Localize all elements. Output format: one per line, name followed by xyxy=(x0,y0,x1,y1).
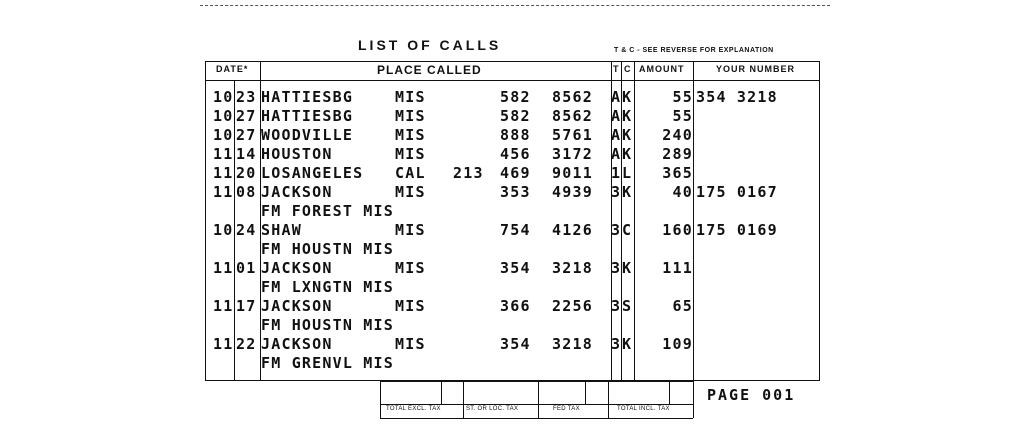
call-c: S xyxy=(622,297,633,315)
call-dy: 22 xyxy=(236,335,257,353)
call-from: FM FOREST MIS xyxy=(261,202,394,220)
call-your: 175 0167 xyxy=(696,183,778,201)
header-amount: AMOUNT xyxy=(639,64,685,74)
call-mo: 10 xyxy=(213,221,234,239)
call-mo: 11 xyxy=(213,297,234,315)
call-mo: 10 xyxy=(213,126,234,144)
call-exch: 456 xyxy=(500,145,531,163)
call-city: SHAW xyxy=(261,221,302,239)
footer-fed-tax: FED TAX xyxy=(553,406,580,412)
call-amt: 111 xyxy=(662,259,693,277)
call-mo: 10 xyxy=(213,88,234,106)
call-t: 3 xyxy=(611,259,622,277)
call-exch: 469 xyxy=(500,164,531,182)
call-t: A xyxy=(611,126,622,144)
call-st: MIS xyxy=(395,107,426,125)
call-amt: 365 xyxy=(662,164,693,182)
call-mo: 11 xyxy=(213,183,234,201)
call-amt: 40 xyxy=(672,183,693,201)
col-line-date-month xyxy=(234,80,235,381)
call-c: K xyxy=(622,335,633,353)
call-num: 8562 xyxy=(552,88,593,106)
call-city: JACKSON xyxy=(261,259,333,277)
call-your: 354 3218 xyxy=(696,88,778,106)
call-num: 4126 xyxy=(552,221,593,239)
call-from: FM HOUSTN MIS xyxy=(261,316,394,334)
page-number: PAGE 001 xyxy=(707,386,796,404)
call-amt: 109 xyxy=(662,335,693,353)
call-c: K xyxy=(622,259,633,277)
call-st: MIS xyxy=(395,335,426,353)
footer-total-excl-tax: TOTAL EXCL. TAX xyxy=(386,406,441,412)
call-from: FM HOUSTN MIS xyxy=(261,240,394,258)
call-t: 3 xyxy=(611,183,622,201)
call-dy: 14 xyxy=(236,145,257,163)
call-exch: 888 xyxy=(500,126,531,144)
call-t: 3 xyxy=(611,297,622,315)
call-city: JACKSON xyxy=(261,335,333,353)
call-dy: 24 xyxy=(236,221,257,239)
call-st: MIS xyxy=(395,88,426,106)
footer-total-incl-tax: TOTAL INCL. TAX xyxy=(617,406,670,412)
call-st: MIS xyxy=(395,145,426,163)
call-amt: 160 xyxy=(662,221,693,239)
call-num: 3218 xyxy=(552,259,593,277)
call-t: 1 xyxy=(611,164,622,182)
call-exch: 354 xyxy=(500,335,531,353)
call-num: 4939 xyxy=(552,183,593,201)
call-amt: 65 xyxy=(672,297,693,315)
tc-note: T & C - SEE REVERSE FOR EXPLANATION xyxy=(614,47,774,54)
header-c: C xyxy=(624,64,632,74)
call-exch: 582 xyxy=(500,107,531,125)
call-num: 3172 xyxy=(552,145,593,163)
call-num: 2256 xyxy=(552,297,593,315)
call-city: HATTIESBG xyxy=(261,107,354,125)
footer-line-8 xyxy=(693,381,694,418)
header-divider xyxy=(205,80,820,81)
call-c: L xyxy=(622,164,633,182)
call-st: MIS xyxy=(395,297,426,315)
call-c: K xyxy=(622,126,633,144)
call-amt: 240 xyxy=(662,126,693,144)
call-exch: 353 xyxy=(500,183,531,201)
call-st: MIS xyxy=(395,259,426,277)
call-mo: 11 xyxy=(213,335,234,353)
call-st: MIS xyxy=(395,183,426,201)
footer-line-6 xyxy=(608,381,609,418)
header-place-called: PLACE CALLED xyxy=(377,63,482,77)
call-mo: 10 xyxy=(213,107,234,125)
call-city: WOODVILLE xyxy=(261,126,354,144)
call-area: 213 xyxy=(453,164,484,182)
call-dy: 01 xyxy=(236,259,257,277)
header-t: T xyxy=(613,64,620,74)
footer-line-2 xyxy=(441,381,442,404)
call-num: 8562 xyxy=(552,107,593,125)
footer-box-outline xyxy=(380,381,693,382)
call-mo: 11 xyxy=(213,164,234,182)
footer-line-1 xyxy=(380,381,381,418)
call-city: JACKSON xyxy=(261,297,333,315)
call-from: FM LXNGTN MIS xyxy=(261,278,394,296)
footer-line-3 xyxy=(463,381,464,418)
call-amt: 55 xyxy=(672,107,693,125)
col-line-c xyxy=(634,61,635,381)
call-t: A xyxy=(611,145,622,163)
footer-line-7 xyxy=(669,381,670,404)
call-dy: 17 xyxy=(236,297,257,315)
call-num: 5761 xyxy=(552,126,593,144)
call-city: HOUSTON xyxy=(261,145,333,163)
call-amt: 55 xyxy=(672,88,693,106)
call-c: K xyxy=(622,88,633,106)
call-c: K xyxy=(622,145,633,163)
call-dy: 23 xyxy=(236,88,257,106)
call-t: 3 xyxy=(611,335,622,353)
footer-line-4 xyxy=(538,381,539,418)
call-c: K xyxy=(622,183,633,201)
call-mo: 11 xyxy=(213,259,234,277)
call-exch: 754 xyxy=(500,221,531,239)
call-c: C xyxy=(622,221,633,239)
col-line-amount xyxy=(693,61,694,381)
call-st: CAL xyxy=(395,164,426,182)
call-dy: 20 xyxy=(236,164,257,182)
call-exch: 366 xyxy=(500,297,531,315)
call-t: A xyxy=(611,107,622,125)
call-city: HATTIESBG xyxy=(261,88,354,106)
call-num: 3218 xyxy=(552,335,593,353)
call-num: 9011 xyxy=(552,164,593,182)
call-c: K xyxy=(622,107,633,125)
call-from: FM GRENVL MIS xyxy=(261,354,394,372)
call-your: 175 0169 xyxy=(696,221,778,239)
call-amt: 289 xyxy=(662,145,693,163)
call-st: MIS xyxy=(395,221,426,239)
call-dy: 27 xyxy=(236,107,257,125)
footer-box-bottom xyxy=(380,418,693,419)
top-dashed-line xyxy=(200,5,830,6)
footer-label-rule xyxy=(380,404,693,405)
footer-st-loc-tax: ST. OR LOC. TAX xyxy=(466,406,519,412)
header-your-number: YOUR NUMBER xyxy=(716,64,796,74)
call-city: LOSANGELES xyxy=(261,164,364,182)
call-dy: 08 xyxy=(236,183,257,201)
call-city: JACKSON xyxy=(261,183,333,201)
header-date: DATE* xyxy=(216,64,249,74)
call-dy: 27 xyxy=(236,126,257,144)
call-mo: 11 xyxy=(213,145,234,163)
call-exch: 354 xyxy=(500,259,531,277)
call-t: A xyxy=(611,88,622,106)
footer-line-5 xyxy=(585,381,586,404)
call-st: MIS xyxy=(395,126,426,144)
call-t: 3 xyxy=(611,221,622,239)
call-exch: 582 xyxy=(500,88,531,106)
page-title: LIST OF CALLS xyxy=(358,37,502,53)
